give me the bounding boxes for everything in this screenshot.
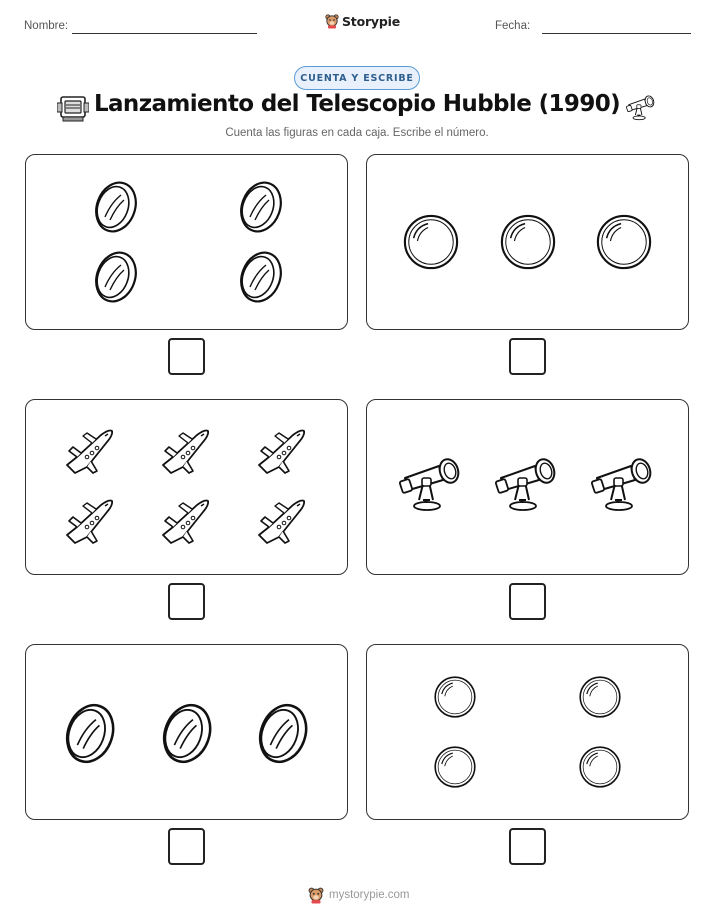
space-shuttle-icon — [255, 497, 309, 547]
count-panel-2 — [366, 154, 689, 330]
telescope-icon — [626, 93, 656, 128]
lens-icon — [157, 701, 215, 766]
lens-icon — [90, 249, 140, 305]
space-shuttle-icon — [255, 427, 309, 477]
answer-box-4[interactable] — [509, 583, 546, 620]
activity-badge: CUENTA Y ESCRIBE — [294, 66, 420, 90]
lens-icon — [90, 179, 140, 235]
bear-icon — [308, 886, 324, 904]
lens-icon — [235, 249, 285, 305]
bubble-icon — [578, 675, 622, 719]
answer-box-1[interactable] — [168, 338, 205, 375]
date-line[interactable] — [542, 33, 691, 34]
count-panel-3 — [25, 399, 348, 575]
count-panel-6 — [366, 644, 689, 820]
bubble-icon — [595, 213, 653, 271]
answer-box-2[interactable] — [509, 338, 546, 375]
space-shuttle-icon — [63, 427, 117, 477]
answer-box-6[interactable] — [509, 828, 546, 865]
bear-icon — [325, 13, 339, 29]
brand-logo — [325, 13, 400, 29]
page-title: Lanzamiento del Telescopio Hubble (1990) — [93, 91, 621, 117]
count-panel-4 — [366, 399, 689, 575]
space-shuttle-icon — [159, 427, 213, 477]
space-shuttle-icon — [159, 497, 213, 547]
footer — [308, 886, 410, 904]
lens-icon — [60, 701, 118, 766]
instructions: Cuenta las figuras en cada caja. Escribe el número. — [225, 127, 489, 139]
bubble-icon — [433, 675, 477, 719]
answer-box-3[interactable] — [168, 583, 205, 620]
telescope-icon — [591, 456, 655, 514]
lens-icon — [235, 179, 285, 235]
name-line[interactable] — [72, 33, 257, 34]
footer-link[interactable]: mystorypie.com — [329, 889, 410, 901]
date-label: Fecha: — [495, 20, 531, 32]
bubble-icon — [433, 745, 477, 789]
telescope-icon — [399, 456, 463, 514]
bubble-icon — [499, 213, 557, 271]
brand-name: Storypie — [342, 13, 400, 29]
bubble-icon — [402, 213, 460, 271]
count-panel-1 — [25, 154, 348, 330]
answer-box-5[interactable] — [168, 828, 205, 865]
telescope-icon — [495, 456, 559, 514]
bubble-icon — [578, 745, 622, 789]
lens-icon — [253, 701, 311, 766]
count-panel-5 — [25, 644, 348, 820]
name-label: Nombre: — [24, 20, 69, 32]
space-shuttle-icon — [63, 497, 117, 547]
